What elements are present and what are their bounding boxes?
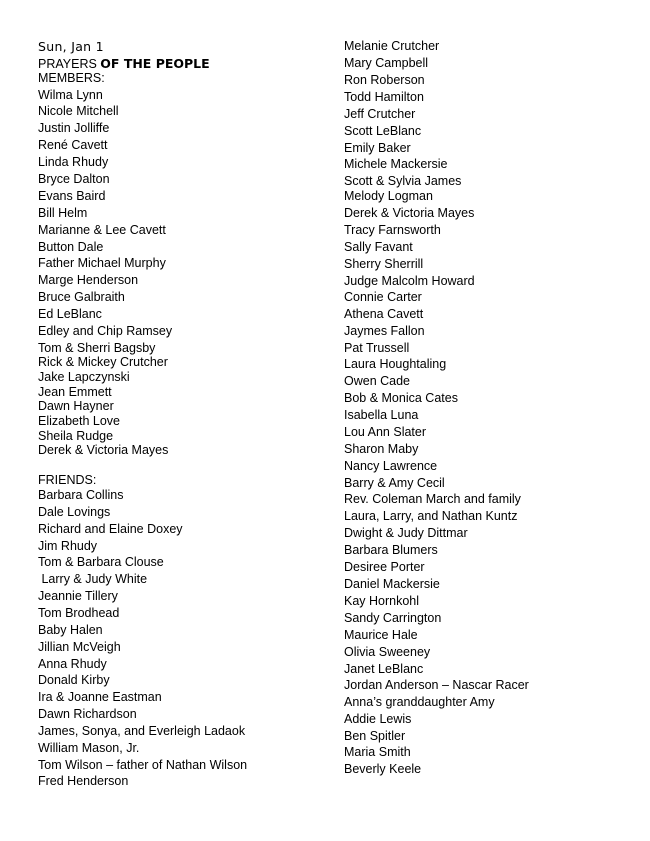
name-entry: Scott & Sylvia James [344,174,462,188]
name-entry: Dawn Richardson [38,707,137,721]
name-entry: Barry & Amy Cecil [344,476,445,490]
name-entry: Dwight & Judy Dittmar [344,526,468,540]
name-entry: Bruce Galbraith [38,290,125,304]
name-entry: Justin Jolliffe [38,121,110,135]
name-entry: Nancy Lawrence [344,459,438,473]
name-entry: Beverly Keele [344,762,422,776]
name-entry: Larry & Judy White [38,572,148,586]
friends-heading: FRIENDS: [38,473,97,487]
name-entry: Barbara Blumers [344,543,438,557]
bulletin-date: Sun, Jan 1 [38,39,104,54]
name-entry: Richard and Elaine Doxey [38,522,183,536]
page-title-bold: OF THE PEOPLE [100,56,210,71]
name-entry: Bryce Dalton [38,172,110,186]
name-entry: James, Sonya, and Everleigh Ladaok [38,724,246,738]
name-entry: Pat Trussell [344,341,410,355]
name-entry: Evans Baird [38,189,106,203]
name-entry: Anna’s granddaughter Amy [344,695,495,709]
name-entry: René Cavett [38,138,108,152]
name-entry: Button Dale [38,240,104,254]
name-entry: Laura, Larry, and Nathan Kuntz [344,509,518,523]
name-entry: Jean Emmett [38,385,112,399]
page-title [38,56,210,72]
name-entry: Mary Campbell [344,56,429,70]
name-entry: Dawn Hayner [38,399,114,413]
name-entry: Donald Kirby [38,673,110,687]
members-heading: MEMBERS: [38,71,105,85]
name-entry: Olivia Sweeney [344,645,431,659]
name-entry: Todd Hamilton [344,90,424,104]
name-entry: Janet LeBlanc [344,662,424,676]
name-entry: Connie Carter [344,290,422,304]
name-entry: Jim Rhudy [38,539,98,553]
name-entry: Father Michael Murphy [38,256,166,270]
name-entry: Melody Logman [344,189,433,203]
name-entry: Tom & Barbara Clouse [38,555,164,569]
name-entry: Sandy Carrington [344,611,442,625]
name-entry: Fred Henderson [38,774,129,788]
name-entry: Michele Mackersie [344,157,448,171]
name-entry: Isabella Luna [344,408,419,422]
name-entry: Jake Lapczynski [38,370,130,384]
name-entry: Lou Ann Slater [344,425,427,439]
name-entry: Scott LeBlanc [344,124,422,138]
name-entry: Nicole Mitchell [38,104,119,118]
name-entry: Addie Lewis [344,712,412,726]
name-entry: Desiree Porter [344,560,425,574]
name-entry: Edley and Chip Ramsey [38,324,173,338]
name-entry: Jeannie Tillery [38,589,118,603]
name-entry: Sheila Rudge [38,429,114,443]
page-title-prefix: PRAYERS [38,57,101,71]
name-entry: William Mason, Jr. [38,741,140,755]
name-entry: Anna Rhudy [38,657,107,671]
name-entry: Ira & Joanne Eastman [38,690,162,704]
name-entry: Kay Hornkohl [344,594,420,608]
name-entry: Ron Roberson [344,73,425,87]
name-entry: Sherry Sherrill [344,257,424,271]
name-entry: Athena Cavett [344,307,424,321]
name-entry: Wilma Lynn [38,88,103,102]
name-entry: Rick & Mickey Crutcher [38,355,168,369]
name-entry: Melanie Crutcher [344,39,440,53]
name-entry: Ed LeBlanc [38,307,102,321]
name-entry: Barbara Collins [38,488,124,502]
name-entry: Sally Favant [344,240,413,254]
name-entry: Bill Helm [38,206,88,220]
name-entry: Marianne & Lee Cavett [38,223,166,237]
name-entry: Owen Cade [344,374,411,388]
name-entry: Marge Henderson [38,273,139,287]
name-entry: Emily Baker [344,141,411,155]
name-entry: Dale Lovings [38,505,111,519]
name-entry: Elizabeth Love [38,414,121,428]
name-entry: Baby Halen [38,623,103,637]
name-entry: Judge Malcolm Howard [344,274,475,288]
name-entry: Derek & Victoria Mayes [344,206,475,220]
name-entry: Maurice Hale [344,628,418,642]
name-entry: Jeff Crutcher [344,107,416,121]
name-entry: Rev. Coleman March and family [344,492,521,506]
name-entry: Tracy Farnsworth [344,223,441,237]
name-entry: Bob & Monica Cates [344,391,458,405]
name-entry: Daniel Mackersie [344,577,440,591]
name-entry: Tom Brodhead [38,606,120,620]
name-entry: Jillian McVeigh [38,640,121,654]
name-entry: Jaymes Fallon [344,324,425,338]
name-entry: Sharon Maby [344,442,419,456]
name-entry: Tom Wilson – father of Nathan Wilson [38,758,248,772]
name-entry: Maria Smith [344,745,411,759]
name-entry: Laura Houghtaling [344,357,447,371]
name-entry: Ben Spitler [344,729,406,743]
name-entry: Linda Rhudy [38,155,109,169]
name-entry: Tom & Sherri Bagsby [38,341,156,355]
name-entry: Derek & Victoria Mayes [38,443,169,457]
name-entry: Jordan Anderson – Nascar Racer [344,678,529,692]
